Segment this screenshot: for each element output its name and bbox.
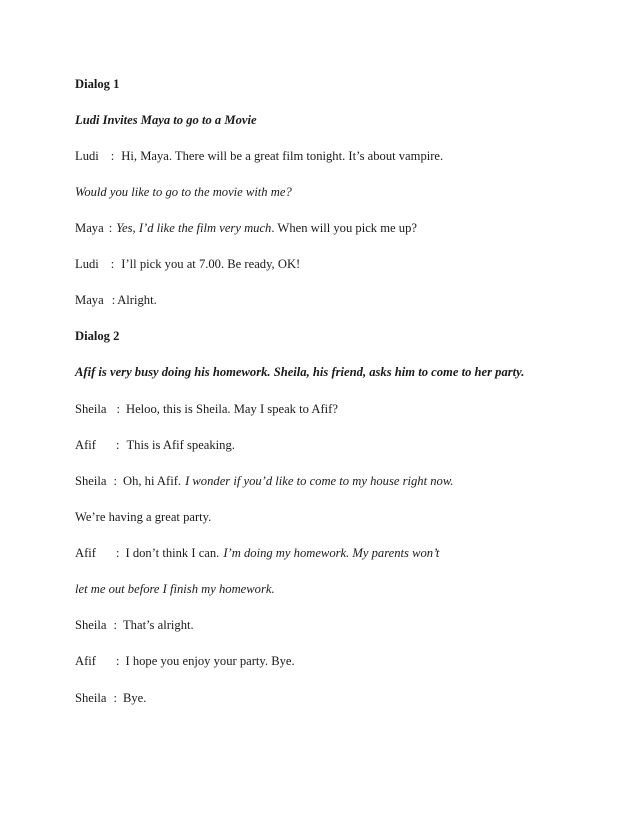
speaker-separator: : (113, 691, 117, 705)
dialog2-line-4: We’re having a great party. (75, 510, 212, 524)
speaker-separator: : (110, 257, 115, 271)
dialog-text: Heloo, this is Sheila. May I speak to Afif? (125, 402, 338, 416)
dialog-text: I hope you enjoy your party. Bye. (125, 654, 295, 668)
dialog-text: Oh, hi Afif. (122, 474, 182, 488)
speaker-name: Maya (75, 221, 104, 235)
dialog2-line-2 (75, 437, 235, 453)
speaker-separator: : (115, 654, 120, 668)
dialog2-heading: Dialog 2 (75, 329, 120, 343)
dialog-text: This is Afif speaking. (126, 438, 235, 452)
speaker-name: Sheila (75, 474, 107, 488)
dialog2-line-3 (75, 473, 453, 489)
dialog-text: Bye. (122, 691, 147, 705)
dialog2-line-7 (75, 617, 194, 633)
speaker-name: Afif (75, 546, 96, 560)
dialog2-line-5 (75, 545, 439, 561)
dialog-text-italic: I’m doing my homework. My parents won’t (223, 546, 440, 560)
speaker-name: Afif (75, 654, 96, 668)
speaker-separator: : (113, 474, 117, 488)
dialog-text: Hi, Maya. There will be a great film tonight. It’s about vampire. (121, 149, 444, 163)
speaker-name: Sheila (75, 618, 107, 632)
dialog-text: I’ll pick you at 7.00. Be ready, OK! (121, 257, 301, 271)
dialog-text-italic: Yes, I’d like the film very much (116, 221, 272, 235)
speaker-name: Maya (75, 293, 104, 307)
speaker-name: Ludi (75, 149, 99, 163)
speaker-separator: : (115, 438, 120, 452)
speaker-separator: : (113, 618, 117, 632)
dialog1-line-5 (75, 292, 157, 308)
dialog2-line-8 (75, 653, 295, 669)
dialog1-line-4 (75, 256, 300, 272)
dialog-text-italic: I wonder if you’d like to come to my house right now. (185, 474, 454, 488)
speaker-name: Sheila (75, 691, 107, 705)
speaker-name: Afif (75, 438, 96, 452)
dialog-text: That’s alright. (122, 618, 194, 632)
dialog2-line-6: let me out before I finish my homework. (75, 582, 275, 596)
dialog1-line-1 (75, 148, 443, 164)
speaker-separator: : (116, 402, 120, 416)
dialog-text: . When will you pick me up? (271, 221, 417, 235)
speaker-separator: : (111, 293, 116, 307)
speaker-separator: : (110, 149, 115, 163)
dialog-text: I don’t think I can. (125, 546, 220, 560)
dialog1-title: Ludi Invites Maya to go to a Movie (75, 113, 257, 127)
speaker-name: Ludi (75, 257, 99, 271)
dialog-text: Alright. (117, 293, 157, 307)
speaker-name: Sheila (75, 402, 107, 416)
dialog2-title: Afif is very busy doing his homework. Sheila, his friend, asks him to come to her party. (75, 365, 525, 379)
speaker-separator: : (108, 221, 113, 235)
dialog1-line-3 (75, 220, 417, 236)
speaker-separator: : (115, 546, 120, 560)
dialog1-heading: Dialog 1 (75, 77, 120, 91)
dialog1-line-2: Would you like to go to the movie with me? (75, 185, 292, 199)
dialog2-line-9 (75, 690, 146, 706)
dialog2-line-1 (75, 401, 338, 417)
